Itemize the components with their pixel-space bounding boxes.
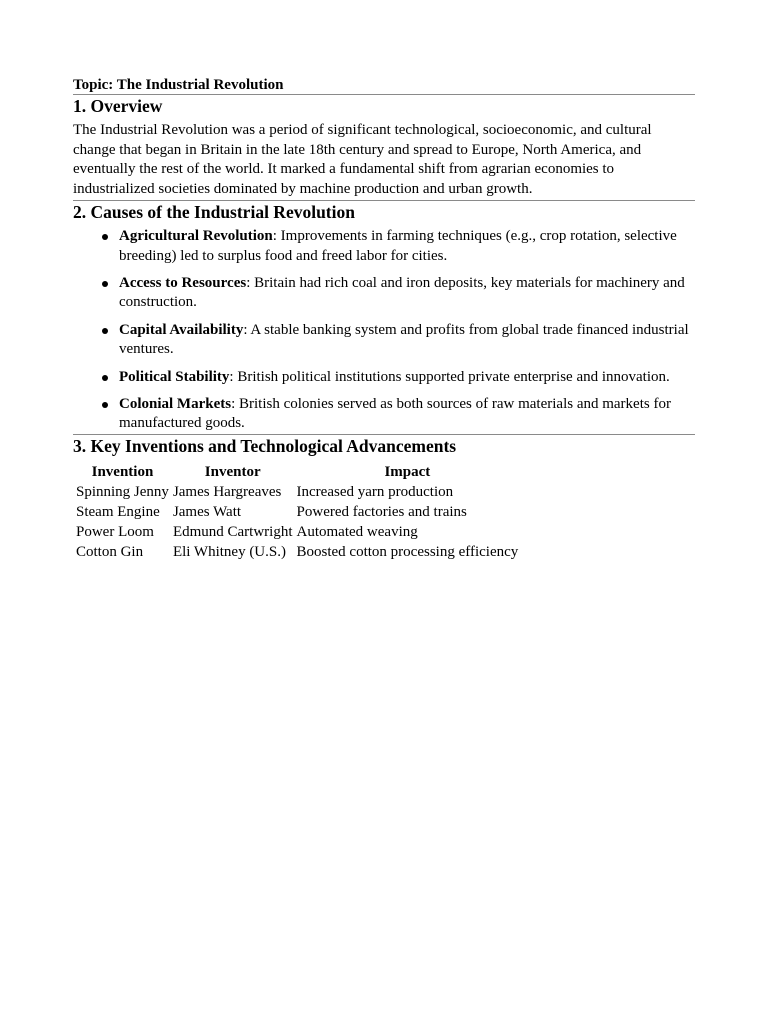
inventor-cell: Eli Whitney (U.S.) xyxy=(172,544,286,561)
list-item xyxy=(119,321,695,360)
list-item xyxy=(119,368,695,388)
cause-title: Access to Resources xyxy=(119,274,247,291)
table-row xyxy=(75,543,519,561)
impact-cell: Automated weaving xyxy=(296,524,418,541)
inventor-cell: James Hargreaves xyxy=(172,484,282,501)
column-header-inventor: Inventor xyxy=(204,464,261,481)
inventions-section xyxy=(73,435,695,563)
inventor-cell: James Watt xyxy=(172,504,242,521)
invention-cell: Steam Engine xyxy=(76,504,160,521)
invention-cell: Cotton Gin xyxy=(76,544,144,561)
cause-text: : British colonies served as both sources of raw materials and markets for manufactured goods. xyxy=(119,395,671,432)
impact-cell: Powered factories and trains xyxy=(296,504,467,521)
bullet-icon xyxy=(102,402,108,408)
invention-cell: Power Loom xyxy=(76,524,154,541)
impact-cell: Increased yarn production xyxy=(296,484,454,501)
cause-text: : British political institutions supported private enterprise and innovation. xyxy=(229,368,670,385)
topic-line: Topic: The Industrial Revolution xyxy=(73,77,284,93)
list-item xyxy=(119,274,695,313)
overview-paragraph: The Industrial Revolution was a period of significant technological, socioeconomic, and cultural change that began in Britain in the late 18th century and spread to Europe, North America, and eventually the rest of the world. It marked a fundamental shift from agrarian economies to industrialized societies dominated by machine production and urban growth. xyxy=(73,122,652,198)
bullet-icon xyxy=(102,281,108,287)
column-header-invention: Invention xyxy=(91,464,154,481)
overview-section xyxy=(73,95,695,200)
table-row xyxy=(75,483,519,501)
inventions-table xyxy=(73,461,521,563)
cause-title: Political Stability xyxy=(119,368,230,385)
column-header-impact: Impact xyxy=(384,464,431,481)
bullet-icon xyxy=(102,375,108,381)
cause-title: Capital Availability xyxy=(119,321,244,338)
impact-cell: Boosted cotton processing efficiency xyxy=(296,544,519,561)
table-row xyxy=(75,523,519,541)
bullet-icon xyxy=(102,234,108,240)
overview-heading: 1. Overview xyxy=(73,96,163,116)
causes-heading: 2. Causes of the Industrial Revolution xyxy=(73,201,355,222)
table-row xyxy=(75,503,519,521)
cause-title: Agricultural Revolution xyxy=(119,227,273,244)
causes-list xyxy=(73,227,695,434)
inventions-heading: 3. Key Inventions and Technological Advancements xyxy=(73,436,457,457)
cause-title: Colonial Markets xyxy=(119,395,232,412)
list-item xyxy=(119,395,695,434)
cause-text: : A stable banking system and profits from global trade financed industrial ventures. xyxy=(119,321,689,358)
list-item xyxy=(119,227,695,266)
bullet-icon xyxy=(102,328,108,334)
cause-text: : Improvements in farming techniques (e.g., crop rotation, selective breeding) led to surplus food and freed labor for cities. xyxy=(119,227,677,264)
cause-text: : Britain had rich coal and iron deposits, key materials for machinery and construction. xyxy=(119,274,685,311)
inventor-cell: Edmund Cartwright xyxy=(172,524,293,541)
table-header-row xyxy=(75,463,519,481)
causes-section xyxy=(73,201,695,434)
invention-cell: Spinning Jenny xyxy=(76,484,169,501)
